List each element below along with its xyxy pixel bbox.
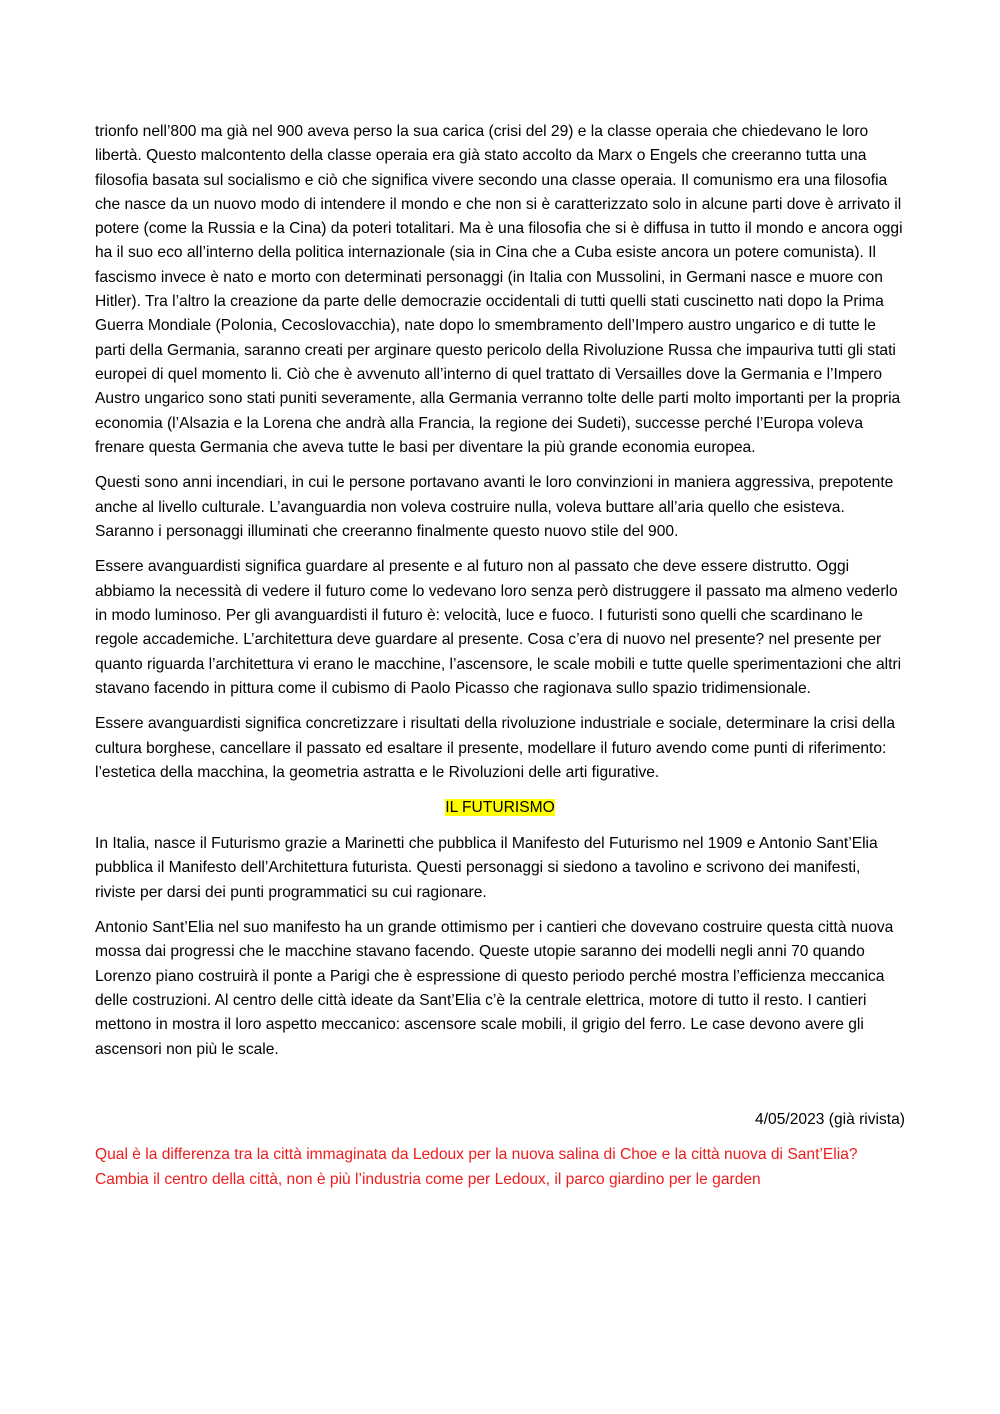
date-note: 4/05/2023 (già rivista) (755, 1110, 905, 1128)
paragraph-avant-garde-definition: Essere avanguardisti significa concretizzare i risultati della rivoluzione industriale e sociale, determinare la crisi della cultura borghese, cancellare il passato ed esaltare il presente, modellare il futuro avendo come punti di riferimento: l’estetica della macchina, la geometria astratta e le Rivoluzioni delle arti figurative. (95, 715, 895, 781)
paragraph-political-context: trionfo nell’800 ma già nel 900 aveva perso la sua carica (crisi del 29) e la classe operaia che chiedevano le loro libertà. Questo malcontento della classe operaia era già stato accolto da Marx o Engels che creeranno tutta una filosofia basata sul socialismo e ciò che significa vivere secondo una classe operaia. Il comunismo era una filosofia che nasce da un nuovo modo di intendere il mondo e che non si è caratterizzato solo in alcune parti dove è arrivato il potere (come la Russia e la Cina) da poteri totalitari. Ma è una filosofia che si è diffusa in tutto il mondo e ancora oggi ha il suo eco all’interno della politica internazionale (sia in Cina che a Cuba esiste ancora un potere comunista). Il fascismo invece è nato e morto con determinati personaggi (in Italia con Mussolini, in Germani nasce e muore con Hitler). Tra l’altro la creazione da parte delle democrazie occidentali di tutti quelli stati cuscinetto nati dopo la Prima Guerra Mondiale (Polonia, Cecoslovacchia), nate dopo lo smembramento dell’Impero austro ungarico e di tutte le parti della Germania, saranno creati per arginare questo pericolo della Rivoluzione Russa che impauriva tutti gli stati europei di quel momento li. Ciò che è avvenuto all’interno di quel trattato di Versailles dove la Germania e l’Impero Austro ungarico sono stati puniti severamente, alla Germania verranno tolte delle parti molto importanti per la propria economia (l’Alsazia e la Lorena che andrà alla Francia, la regione dei Sudeti), successe perché l’Europa voleva frenare questa Germania che aveva tutte le basi per diventare la più grande economia europea. (95, 123, 903, 456)
section-heading (95, 796, 905, 820)
paragraph-avant-garde-future: Essere avanguardisti significa guardare al presente e al futuro non al passato che deve essere distrutto. Oggi abbiamo la necessità di vedere il futuro come lo vedevano loro senza però distruggere il passato ma almeno vederlo in modo luminoso. Per gli avanguardisti il futuro è: velocità, luce e fuoco. I futuristi sono quelli che scardinano le regole accademiche. L’architettura deve guardare al presente. Cosa c’era di nuovo nel presente? nel presente per quanto riguarda l’architettura vi erano le macchine, l’ascensore, le scale mobili e tutte quelle sperimentazioni che altri stavano facendo in pittura come il cubismo di Paolo Picasso che ragionava sullo spazio tridimensionale. (95, 558, 902, 697)
paragraph-avant-garde-years: Questi sono anni incendiari, in cui le persone portavano avanti le loro convinzioni in maniera aggressiva, prepotente anche al livello culturale. L’avanguardia non voleva costruire nulla, voleva buttare all’aria quello che esisteva. Saranno i personaggi illuminati che creeranno finalmente questo nuovo stile del 900. (95, 474, 894, 540)
question-paragraph: Qual è la differenza tra la città immaginata da Ledoux per la nuova salina di Choe e la città nuova di Sant’Elia? Cambia il centro della città, non è più l’industria come per Ledoux, il parco giardino per le garden (95, 1146, 858, 1188)
section-heading-text: IL FUTURISMO (445, 799, 555, 817)
document-page (95, 120, 905, 1203)
paragraph-futurism-origin: In Italia, nasce il Futurismo grazie a Marinetti che pubblica il Manifesto del Futurismo nel 1909 e Antonio Sant’Elia pubblica il Manifesto dell’Architettura futurista. Questi personaggi si siedono a tavolino e scrivono dei manifesti, riviste per darsi dei punti programmatici su cui ragionare. (95, 834, 878, 901)
paragraph-santelia-manifesto: Antonio Sant’Elia nel suo manifesto ha un grande ottimismo per i cantieri che dovevano costruire questa città nuova mossa dai progressi che le macchine stavano facendo. Queste utopie saranno dei modelli negli anni 70 quando Lorenzo piano costruirà il ponte a Parigi che è espressione di questo periodo perché mostra l’efficienza meccanica delle costruzioni. Al centro delle città ideate da Sant’Elia c’è la centrale elettrica, motore di tutto il resto. I cantieri mettono in mostra il loro aspetto meccanico: ascensore scale mobili, il grigio del ferro. Le case devono avere gli ascensori non più le scale. (95, 919, 894, 1058)
